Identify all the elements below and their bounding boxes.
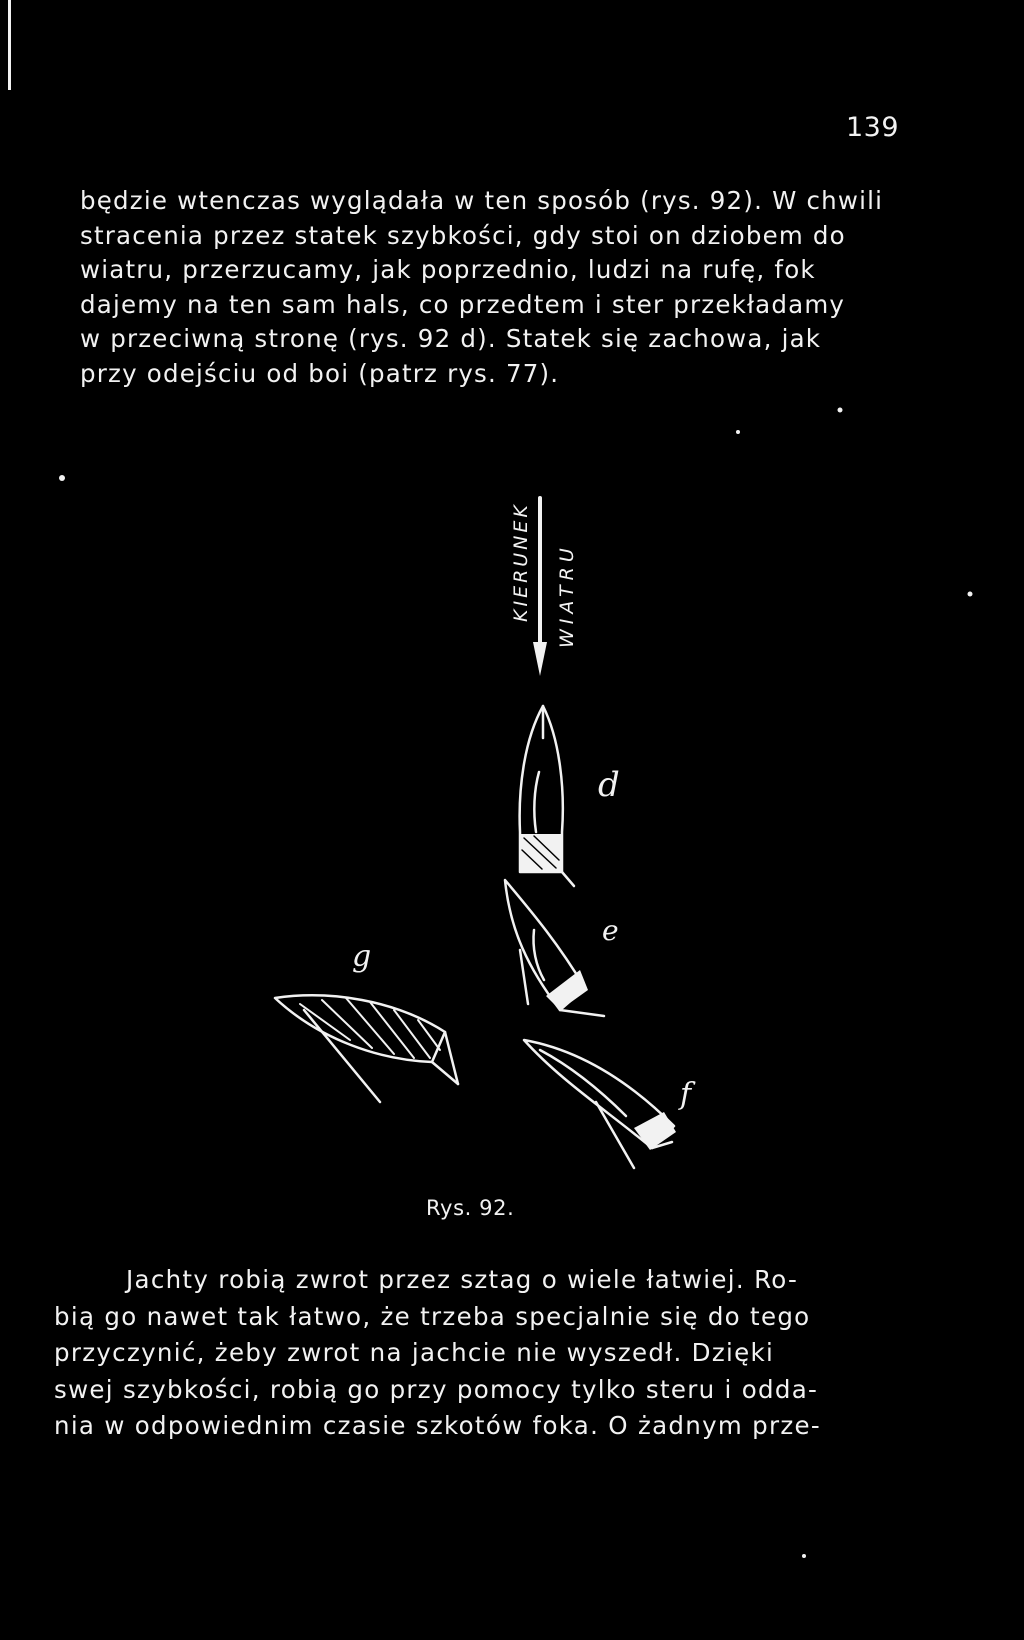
wind-label-kierunek: KIERUNEK [510,502,532,622]
boat-label-g: g [352,939,372,974]
text-line: bią go nawet tak łatwo, że trzeba specjalnie się do tego [54,1301,811,1331]
text-line: Jachty robią zwrot przez sztag o wiele łatwiej. Ro- [126,1265,799,1294]
text-line: przyczynić, żeby zwrot na jachcie nie wyszedł. Dzięki [54,1338,775,1367]
figure-caption: Rys. 92. [426,1196,515,1220]
page-number: 139 [846,112,900,143]
boat-label-f: f [680,1077,692,1112]
boat-label-e: e [602,914,619,947]
boat-g [275,995,458,1102]
boat-e [505,880,604,1016]
text-line: będzie wtenczas wyglądała w ten sposób (rys. 92). W chwili [80,186,884,215]
text-line: w przeciwną stronę (rys. 92 d). Statek się zachowa, jak [80,324,822,354]
text-line: dajemy na ten sam hals, co przedtem i ster przekładamy [80,289,846,319]
boat-label-d: d [598,765,620,805]
wind-label-wiatru: WIATRU [556,543,578,648]
text-line: przy odejściu od boi (patrz rys. 77). [80,358,560,388]
boat-f [524,1040,676,1168]
boat-d [520,706,574,886]
bottom-paragraph [54,1262,894,1445]
text-line: nia w odpowiednim czasie szkotów foka. O żadnym prze- [54,1411,822,1440]
text-line: wiatru, przerzucamy, jak poprzednio, ludzi na rufę, fok [80,255,816,285]
wind-direction-arrow [533,498,547,676]
text-line: stracenia przez statek szybkości, gdy stoi on dziobem do [80,220,846,250]
text-line: swej szybkości, robią go przy pomocy tylko steru i odda- [54,1374,819,1404]
